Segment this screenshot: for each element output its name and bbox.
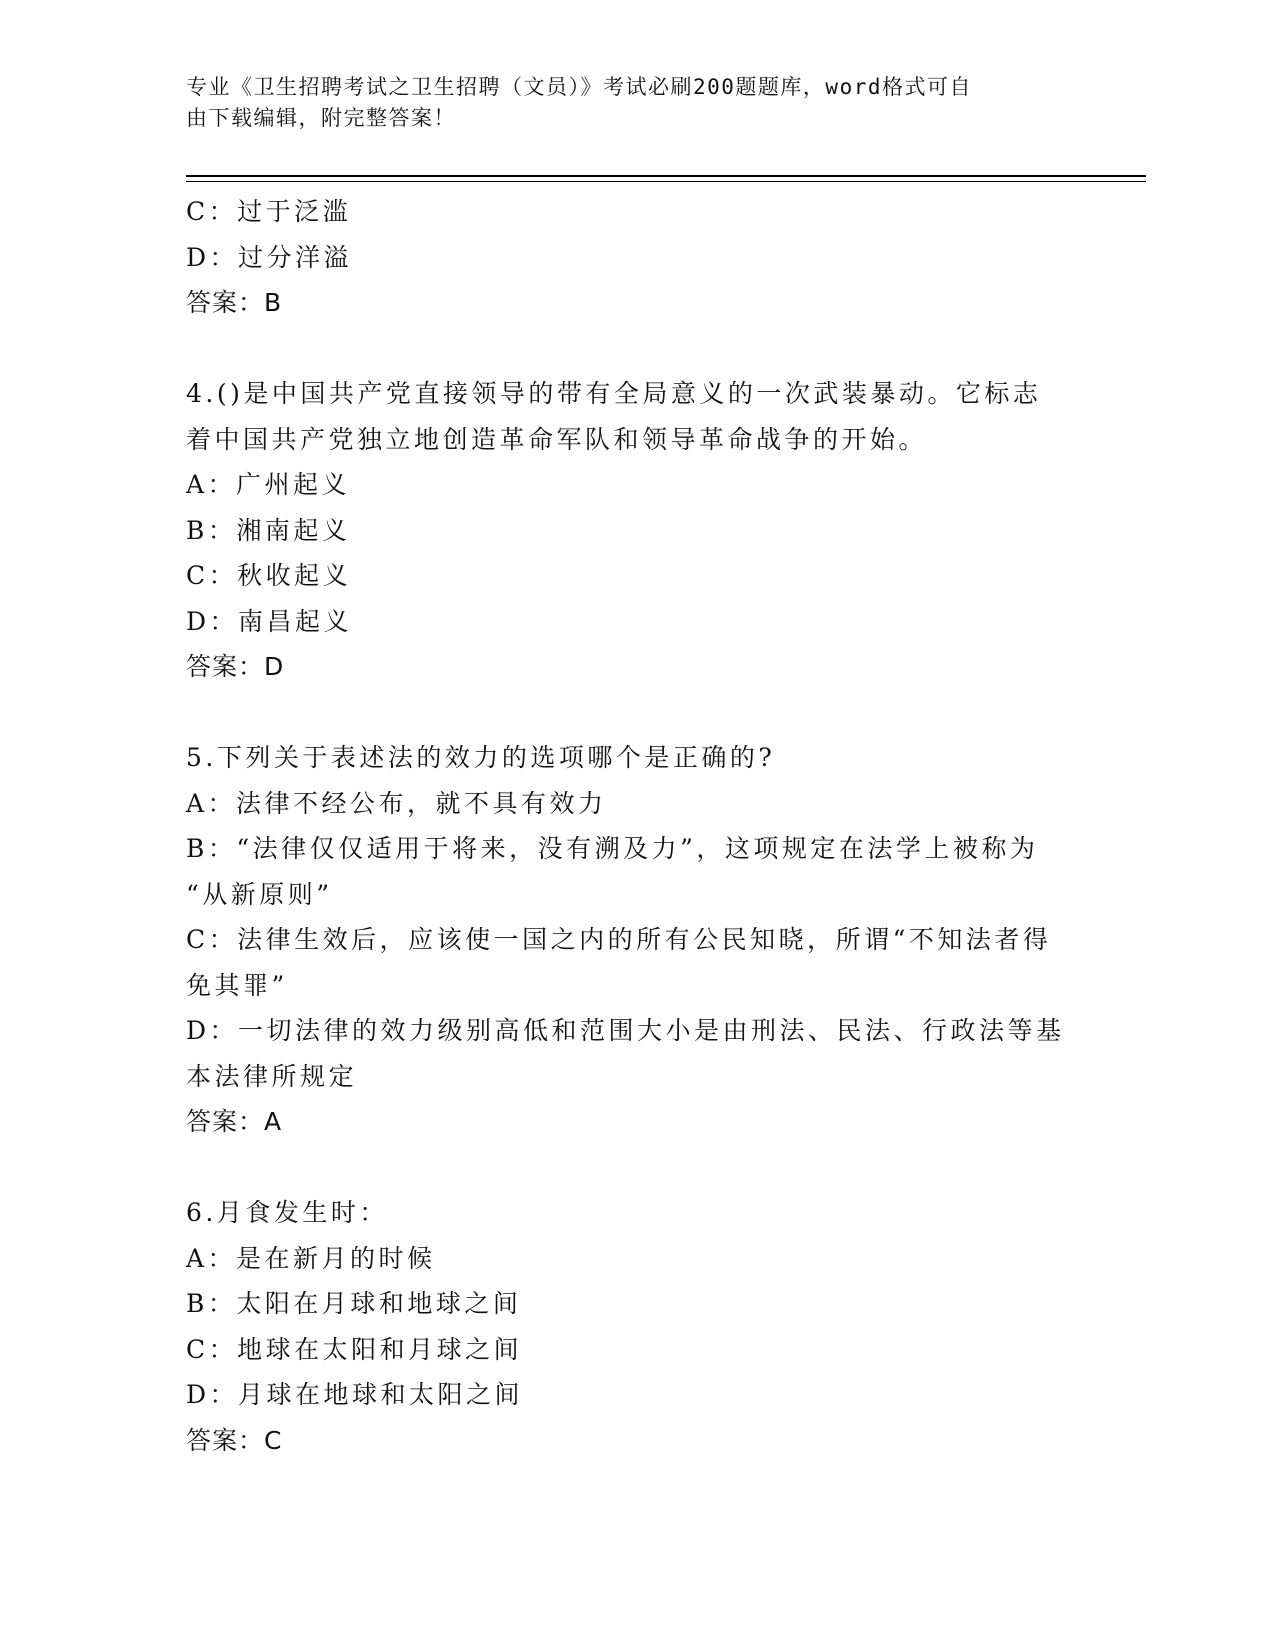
question-4 <box>186 371 1066 690</box>
header-line-2: 由下载编辑，附完整答案！ <box>186 106 456 130</box>
question-6 <box>186 1190 1066 1463</box>
question-stem: 5.下列关于表述法的效力的选项哪个是正确的? <box>186 743 776 772</box>
option-b-line-2: “从新原则” <box>186 879 333 909</box>
header-divider-thin <box>186 181 1146 182</box>
spacer <box>186 1145 1066 1191</box>
answer-line: 答案：A <box>186 1107 283 1136</box>
question-list <box>186 189 1066 1463</box>
question-stem-line-1: 4.()是中国共产党直接领导的带有全局意义的一次武装暴动。它标志 <box>186 379 1042 408</box>
question-stem: 6.月食发生时： <box>186 1198 388 1227</box>
option-c: C：地球在太阳和月球之间 <box>186 1334 523 1364</box>
option-d: D：南昌起义 <box>186 606 353 636</box>
spacer <box>186 690 1066 736</box>
option-b-line-1: B：“法律仅仅适用于将来，没有溯及力”，这项规定在法学上被称为 <box>186 834 1039 863</box>
answer-line: 答案：B <box>186 288 283 317</box>
header-line-1: 专业《卫生招聘考试之卫生招聘（文员）》考试必刷200题题库，word格式可自 <box>186 75 972 99</box>
option-a: A：法律不经公布，就不具有效力 <box>186 788 607 818</box>
option-a: A：广州起义 <box>186 470 351 499</box>
option-d: D：过分洋溢 <box>186 242 353 272</box>
option-c: C：过于泛滥 <box>186 197 352 226</box>
option-b: B：湘南起义 <box>186 515 351 545</box>
question-3-tail <box>186 189 1066 326</box>
answer-line: 答案：C <box>186 1425 283 1455</box>
option-d: D：月球在地球和太阳之间 <box>186 1380 524 1409</box>
option-c-line-2: 免其罪” <box>186 970 288 1000</box>
question-stem-line-2: 着中国共产党独立地创造革命军队和领导革命战争的开始。 <box>186 424 928 454</box>
option-b: B：太阳在月球和地球之间 <box>186 1289 522 1318</box>
header-divider-thick <box>186 175 1146 177</box>
option-c: C：秋收起义 <box>186 561 352 590</box>
option-a: A：是在新月的时候 <box>186 1243 436 1273</box>
option-d-line-2: 本法律所规定 <box>186 1061 358 1091</box>
document-header <box>186 72 1066 134</box>
option-d-line-1: D：一切法律的效力级别高低和范围大小是由刑法、民法、行政法等基 <box>186 1016 1065 1045</box>
spacer <box>186 326 1066 372</box>
option-c-line-1: C：法律生效后，应该使一国之内的所有公民知晓，所谓“不知法者得 <box>186 925 1052 954</box>
question-5 <box>186 735 1066 1145</box>
answer-line: 答案：D <box>186 652 285 681</box>
